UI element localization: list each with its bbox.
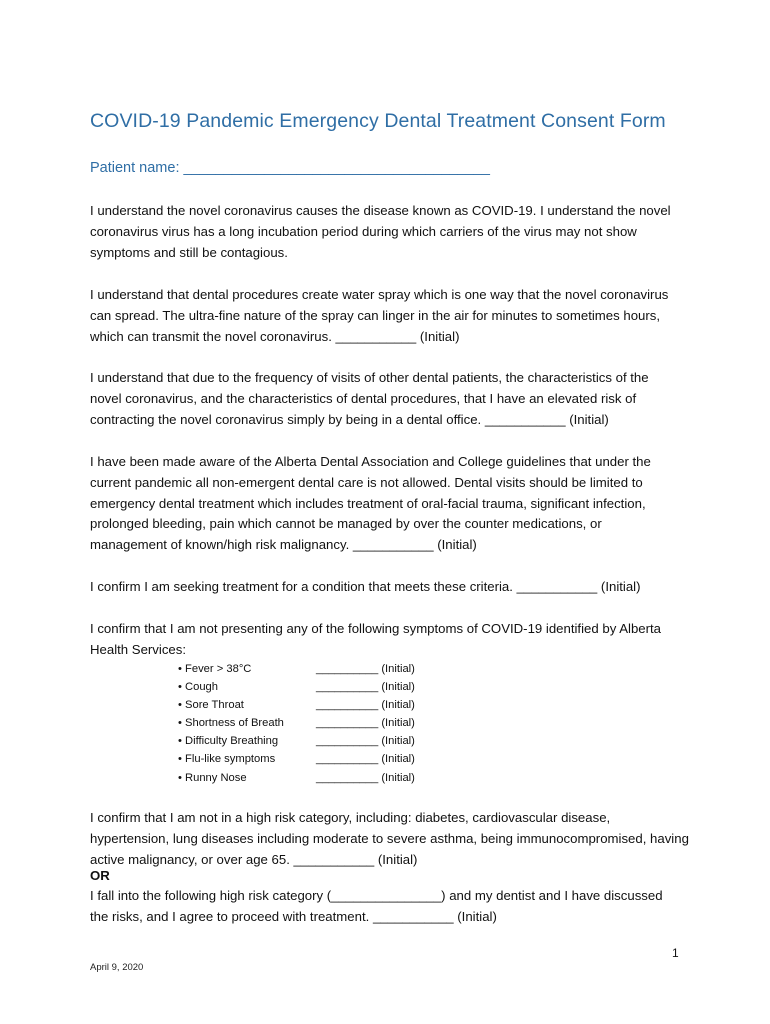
symptom-initial-field[interactable]: __________ (Initial) [316,663,415,675]
symptom-label: • Flu-like symptoms [178,753,276,766]
paragraph-water-spray [90,285,690,347]
symptom-item [178,660,438,678]
symptom-item [178,750,438,768]
symptom-label: • Sore Throat [178,699,244,712]
initial-line[interactable]: which can transmit the novel coronavirus. ___________ (Initial) [90,328,460,344]
page-number: 1 [672,946,679,960]
paragraph-elevated-risk [90,368,690,430]
text-line: current pandemic all non-emergent dental care is not allowed. Dental visits should be limited to [90,474,643,490]
text-line: I understand the novel coronavirus causes the disease known as COVID-19. I understand the novel [90,203,671,218]
symptom-label: • Shortness of Breath [178,717,284,730]
initial-line[interactable]: contracting the novel coronavirus simply by being in a dental office. ___________ (Initial) [90,411,609,427]
text-line: prolonged bleeding, pain which cannot be managed by over the counter medications, or [90,516,602,532]
text-line: can spread. The ultra-fine nature of the spray can linger in the air for minutes to sometimes hours, [90,307,661,323]
paragraph-symptoms-intro [90,619,690,661]
symptom-label: • Runny Nose [178,771,247,784]
patient-name-field[interactable]: Patient name: ______________________________________ [90,160,490,176]
text-line: I understand that dental procedures create water spray which is one way that the novel coronavirus [90,287,669,302]
symptom-item [178,732,438,750]
symptom-label: • Difficulty Breathing [178,735,279,748]
text-line: I understand that due to the frequency of visits of other dental patients, the characteristics of the [90,370,649,385]
paragraph-incubation [90,201,690,263]
symptom-initial-field[interactable]: __________ (Initial) [316,717,415,730]
text-line: symptoms and still be contagious. [90,244,288,260]
initial-line[interactable]: I fall into the following high risk category (_______________) and my dentist and I have discussed [90,888,663,903]
symptom-item [178,769,438,787]
symptom-label: • Fever > 38°C [178,663,252,675]
text-line: I have been made aware of the Alberta Dental Association and College guidelines that under the [90,454,651,469]
symptom-initial-field[interactable]: __________ (Initial) [316,681,415,694]
text-line: Health Services: [90,641,187,657]
text-line: emergency dental treatment which includes treatment of oral-facial trauma, significant infection, [90,495,646,511]
form-title: COVID-19 Pandemic Emergency Dental Treatment Consent Form [90,110,666,132]
initial-line[interactable]: I confirm I am seeking treatment for a condition that meets these criteria. ___________ (Initial) [90,579,641,594]
symptom-initial-field[interactable]: __________ (Initial) [316,771,415,784]
symptom-item [178,696,438,714]
symptoms-list [178,660,438,787]
paragraph-guidelines [90,452,690,556]
paragraph-high-risk [90,808,690,870]
symptom-initial-field[interactable]: __________ (Initial) [316,699,415,712]
paragraph-high-risk-category [90,886,690,928]
symptom-initial-field[interactable]: __________ (Initial) [316,753,415,766]
text-line: hypertension, lung diseases including moderate to severe asthma, being immunocompromised, having [90,830,689,846]
footer-date: April 9, 2020 [90,962,144,973]
symptom-initial-field[interactable]: __________ (Initial) [316,735,415,748]
text-line: I confirm that I am not in a high risk category, including: diabetes, cardiovascular disease, [90,810,611,825]
initial-line[interactable]: management of known/high risk malignancy. ___________ (Initial) [90,537,477,553]
symptom-item [178,714,438,732]
text-line: novel coronavirus, and the characteristics of dental procedures, that I have an elevated risk of [90,390,637,406]
initial-line[interactable]: the risks, and I agree to proceed with treatment. ___________ (Initial) [90,908,497,924]
symptom-item [178,678,438,696]
text-line: coronavirus virus has a long incubation period during which carriers of the virus may not show [90,223,637,239]
text-line: I confirm that I am not presenting any of the following symptoms of COVID-19 identified by Alberta [90,621,662,636]
symptom-label: • Cough [178,681,218,694]
or-separator: OR [90,868,110,883]
initial-line[interactable]: active malignancy, or over age 65. ___________ (Initial) [90,851,418,867]
paragraph-criteria [90,577,690,598]
